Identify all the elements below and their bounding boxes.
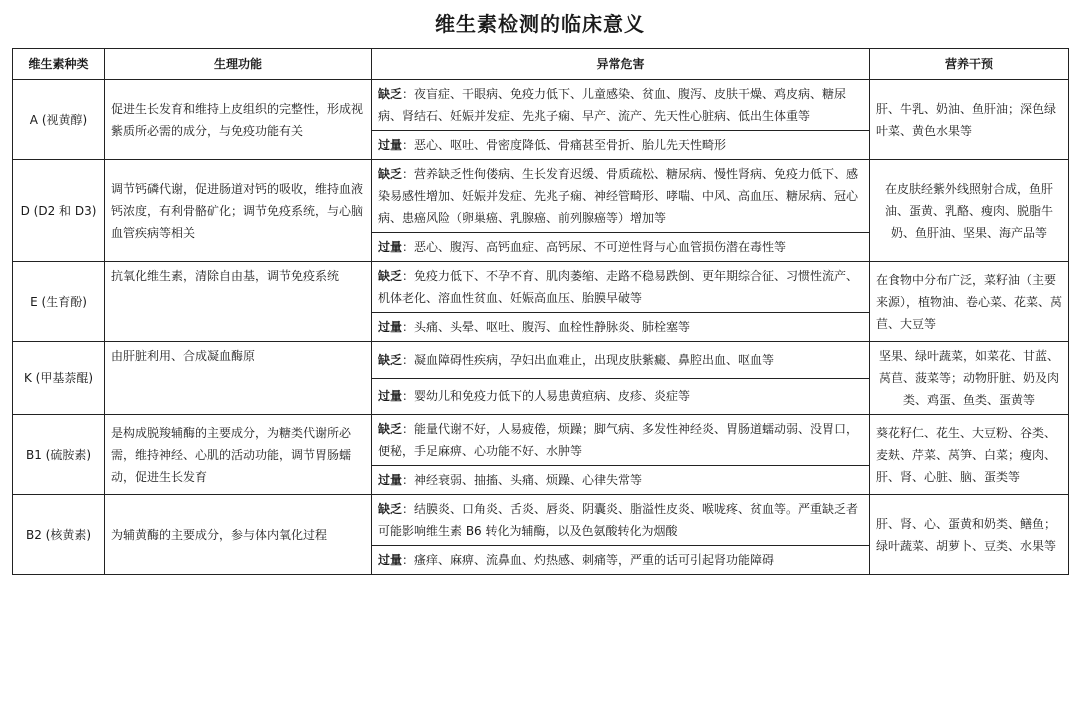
deficiency-text: ：夜盲症、干眼病、免疫力低下、儿童感染、贫血、腹泻、皮肤干燥、鸡皮病、糖尿病、肾结石、妊娠并发症、先兆子痫、早产、流产、先天性心脏病、低出生体重等 bbox=[378, 87, 847, 123]
vitamin-name: B1 (硫胺素) bbox=[13, 415, 105, 495]
vitamin-table bbox=[12, 48, 1069, 575]
header-vitamin-type: 维生素种类 bbox=[13, 49, 105, 80]
deficiency-text: ：营养缺乏性佝偻病、生长发育迟缓、骨质疏松、糖尿病、慢性肾病、免疫力低下、感染易感性增加、妊娠并发症、先兆子痫、神经管畸形、哮喘、中风、高血压、糖尿病、冠心病、患癌风险（卵巢癌、乳腺癌、前列腺癌等）增加等 bbox=[378, 167, 859, 225]
header-function: 生理功能 bbox=[105, 49, 372, 80]
deficiency-text: ：免疫力低下、不孕不育、肌肉萎缩、走路不稳易跌倒、更年期综合征、习惯性流产、机体老化、溶血性贫血、妊娠高血压、胎膜早破等 bbox=[378, 269, 859, 305]
page-title: 维生素检测的临床意义 bbox=[435, 12, 645, 36]
deficiency-label: 缺乏 bbox=[378, 269, 403, 283]
excess-label: 过量 bbox=[378, 473, 403, 487]
vitamin-function: 是构成脱羧辅酶的主要成分，为糖类代谢所必需，维持神经、心肌的活动功能，调节胃肠蠕动，促进生长发育 bbox=[105, 415, 372, 495]
header-nutrition: 营养干预 bbox=[870, 49, 1069, 80]
excess-text: ：头痛、头晕、呕吐、腹泻、血栓性静脉炎、肺栓塞等 bbox=[402, 320, 691, 334]
vitamin-name: A (视黄醇) bbox=[13, 80, 105, 160]
deficiency-text: ：凝血障碍性疾病，孕妇出血难止，出现皮肤紫癜、鼻腔出血、呕血等 bbox=[402, 352, 775, 367]
vitamin-nutrition: 坚果、绿叶蔬菜，如菜花、甘蓝、莴苣、菠菜等；动物肝脏、奶及肉类、鸡蛋、鱼类、蛋黄等 bbox=[870, 342, 1069, 415]
excess-text: ：恶心、腹泻、高钙血症、高钙尿、不可逆性肾与心血管损伤潜在毒性等 bbox=[402, 240, 787, 254]
deficiency-label: 缺乏 bbox=[378, 352, 403, 367]
vitamin-name: K (甲基萘醌) bbox=[13, 342, 105, 415]
deficiency-label: 缺乏 bbox=[378, 422, 403, 436]
table-row bbox=[13, 342, 1069, 379]
excess-label: 过量 bbox=[378, 240, 403, 254]
vitamin-nutrition: 葵花籽仁、花生、大豆粉、谷类、麦麸、芹菜、莴笋、白菜；瘦肉、肝、肾、心脏、脑、蛋类等 bbox=[870, 415, 1069, 495]
excess-label: 过量 bbox=[378, 389, 403, 404]
excess-label: 过量 bbox=[378, 553, 403, 567]
table-row bbox=[13, 160, 1069, 233]
deficiency-cell bbox=[372, 262, 870, 313]
deficiency-cell bbox=[372, 495, 870, 546]
vitamin-function: 由肝脏利用、合成凝血酶原 bbox=[105, 342, 372, 415]
vitamin-function: 调节钙磷代谢，促进肠道对钙的吸收，维持血液钙浓度，有利骨骼矿化；调节免疫系统，与心脑血管疾病等相关 bbox=[105, 160, 372, 262]
excess-cell bbox=[372, 378, 870, 415]
table-row bbox=[13, 262, 1069, 313]
deficiency-cell bbox=[372, 342, 870, 379]
excess-cell bbox=[372, 131, 870, 160]
excess-label: 过量 bbox=[378, 138, 403, 152]
vitamin-nutrition: 在食物中分布广泛，菜籽油（主要来源），植物油、卷心菜、花菜、莴苣、大豆等 bbox=[870, 262, 1069, 342]
table-row bbox=[13, 495, 1069, 546]
excess-label: 过量 bbox=[378, 320, 403, 334]
excess-cell bbox=[372, 466, 870, 495]
header-row bbox=[13, 49, 1069, 80]
vitamin-function: 为辅黄酶的主要成分，参与体内氧化过程 bbox=[105, 495, 372, 575]
excess-cell bbox=[372, 546, 870, 575]
vitamin-nutrition: 肝、牛乳、奶油、鱼肝油；深色绿叶菜、黄色水果等 bbox=[870, 80, 1069, 160]
deficiency-cell bbox=[372, 160, 870, 233]
header-harm: 异常危害 bbox=[372, 49, 870, 80]
excess-text: ：瘙痒、麻痹、流鼻血、灼热感、刺痛等，严重的话可引起肾功能障碍 bbox=[402, 553, 775, 567]
excess-cell bbox=[372, 313, 870, 342]
excess-cell bbox=[372, 233, 870, 262]
deficiency-text: ：结膜炎、口角炎、舌炎、唇炎、阴囊炎、脂溢性皮炎、喉咙疼、贫血等。严重缺乏者可能影响维生素 B6 转化为辅酶，以及色氨酸转化为烟酸 bbox=[378, 502, 859, 538]
vitamin-name: B2 (核黄素) bbox=[13, 495, 105, 575]
deficiency-label: 缺乏 bbox=[378, 502, 403, 516]
vitamin-nutrition: 在皮肤经紫外线照射合成，鱼肝油、蛋黄、乳酪、瘦肉、脱脂牛奶、鱼肝油、坚果、海产品等 bbox=[870, 160, 1069, 262]
vitamin-function: 抗氧化维生素，清除自由基，调节免疫系统 bbox=[105, 262, 372, 342]
vitamin-name: D (D2 和 D3) bbox=[13, 160, 105, 262]
table-row bbox=[13, 415, 1069, 466]
deficiency-cell bbox=[372, 415, 870, 466]
excess-text: ：神经衰弱、抽搐、头痛、烦躁、心律失常等 bbox=[402, 473, 643, 487]
vitamin-nutrition: 肝、肾、心、蛋黄和奶类、鳝鱼；绿叶蔬菜、胡萝卜、豆类、水果等 bbox=[870, 495, 1069, 575]
excess-text: ：婴幼儿和免疫力低下的人易患黄疸病、皮疹、炎症等 bbox=[402, 389, 691, 404]
table-row bbox=[13, 80, 1069, 131]
deficiency-cell bbox=[372, 80, 870, 131]
vitamin-function: 促进生长发育和维持上皮组织的完整性，形成视紫质所必需的成分，与免疫功能有关 bbox=[105, 80, 372, 160]
vitamin-name: E (生育酚) bbox=[13, 262, 105, 342]
deficiency-text: ：能量代谢不好，人易疲倦，烦躁；脚气病、多发性神经炎、胃肠道蠕动弱、没胃口，便秘，手足麻痹、心功能不好、水肿等 bbox=[378, 422, 859, 458]
deficiency-label: 缺乏 bbox=[378, 87, 403, 101]
deficiency-label: 缺乏 bbox=[378, 167, 403, 181]
excess-text: ：恶心、呕吐、骨密度降低、骨痛甚至骨折、胎儿先天性畸形 bbox=[402, 138, 727, 152]
